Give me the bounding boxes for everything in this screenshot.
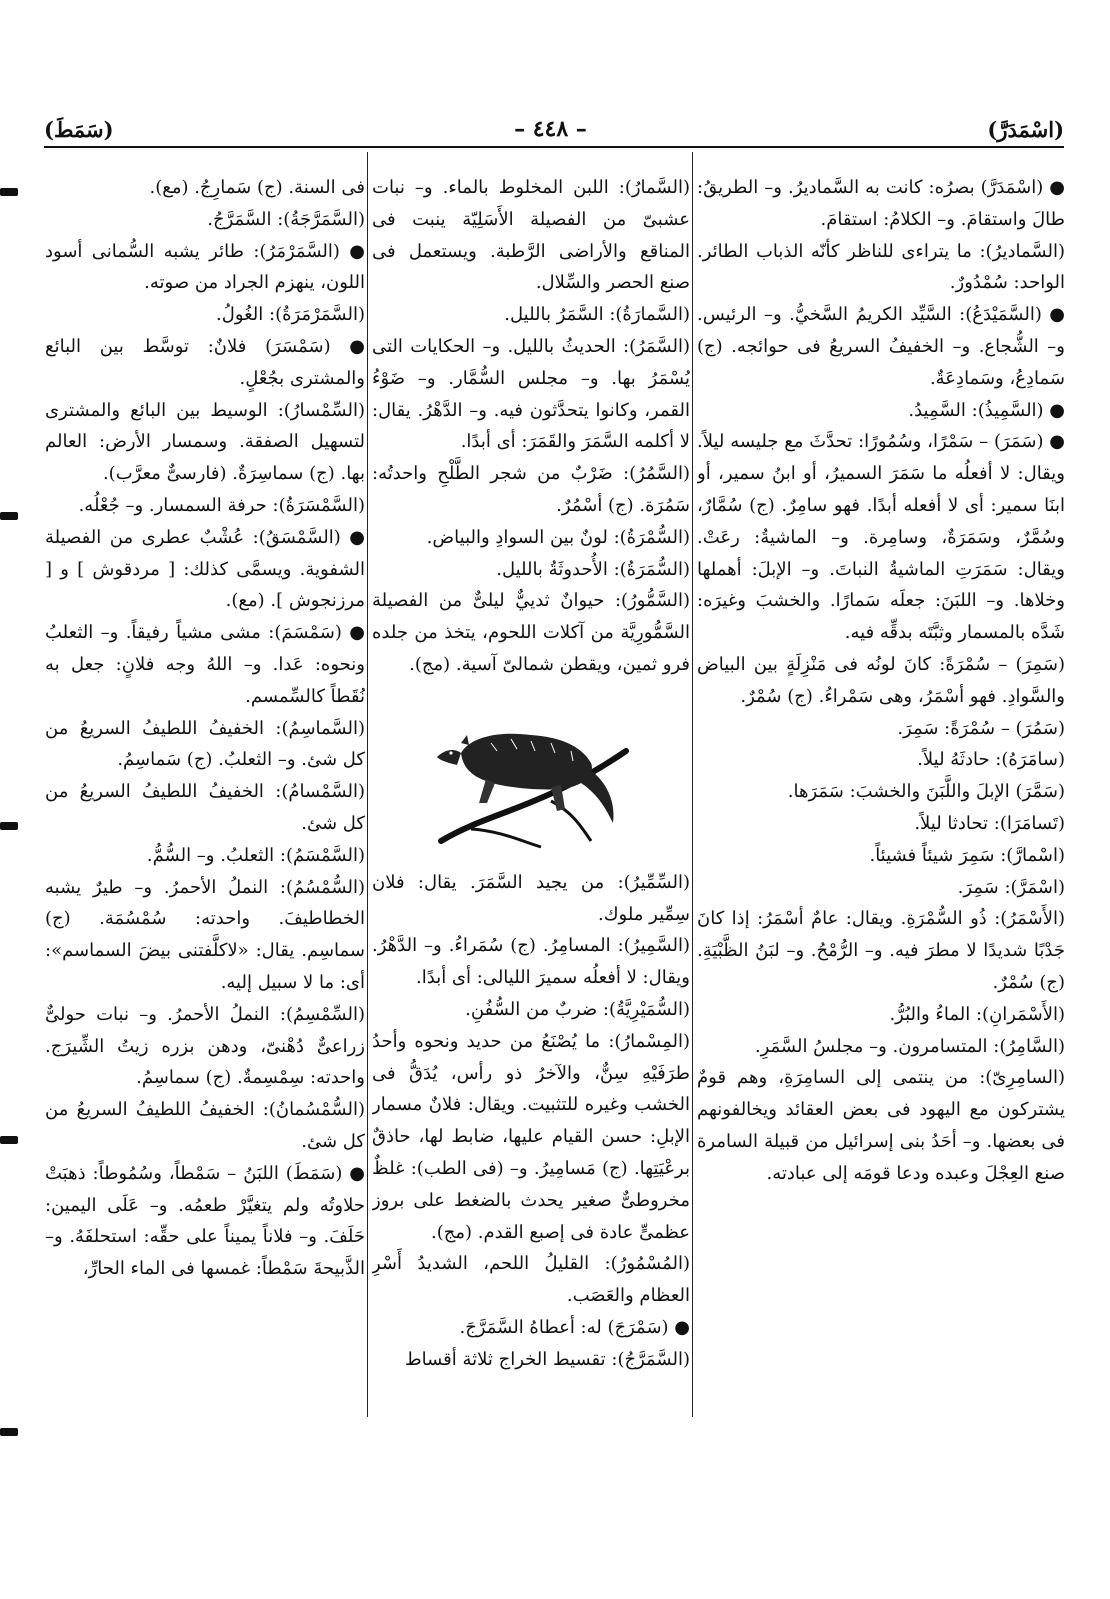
dictionary-entry: (السَّمُرُ): ضَرْبٌ من شجر الطَّلْحِ واحدتُه: سَمُرَة. (ج) أسْمُرٌ. [372,463,690,516]
dictionary-entry: (السَّماسِمُ): الخفيفُ اللطيفُ السريعُ من كل شئ. و– الثعلبُ. (ج) سَماسِمُ. [45,717,365,771]
scan-edge-mark [0,1428,18,1436]
dictionary-entry: (السامِرِىّ): من ينتمى إلى السامِرَةِ، وهم قومٌ يشتركون مع اليهود فى بعض العقائد ويخالفونهم فى بعضها. و– أحَدُ بنى إسرائيل من قبيلة السامرة صنع العِجْلَ وعبده ودعا قومَه إلى عبادته. [697,1067,1065,1184]
scan-edge-mark [0,512,18,520]
scan-edge-mark [0,1136,18,1144]
dictionary-entry: ● (سَمْسَمَ): مشى مشياً رفيقاً. و– الثعلبُ ونحوه: عَدا. و– اللهُ وجه فلانٍ: جعل به نُقَطاً كالسِّمسم. [45,622,365,707]
dictionary-entry: (السَّمارَةُ): السَّمَرُ بالليل. [504,304,690,326]
dictionary-entry: ● (سَمْسَرَ) فلانٌ: توسَّط بين البائع والمشترى بجُعْلٍ. [45,335,365,389]
dictionary-entry: (السَّمَرْمَرَةُ): الغُولُ. [216,304,365,326]
dictionary-entry: (اسْمارَّ): سَمِرَ شيئاً فشيئاً. [869,844,1065,866]
header-right-guide-word: (اسْمَدَرَّ) [987,117,1064,142]
dictionary-entry: (السَّامِرُ): المتسامرون. و– مجلسُ السَّمَرِ. [754,1035,1065,1057]
dictionary-entry: (السَّماديرُ): ما يتراءى للناظر كأنّه الذباب الطائر. الواحد: سُمْدُورٌ. [697,240,1065,294]
dictionary-entry: (السَّمُّورُ): حيوانٌ ثدييٌّ ليلىٌّ من الفصيلة السَّمُّورِيَّة من آكلات اللحوم، يتخذ من جلده فرو ثمين، ويقطن شمالىّ آسية. (مج). [372,590,690,675]
dictionary-entry: (السُّمْسُمُ): النملُ الأحمرُ. و– طيرٌ يشبه الخطاطيفَ. واحدته: سُمْسُمَة. (ج) سماسِم. يقال: «لاكلَّفتنى بيضَ السماسم»: أى: ما لا سبيل إليه. [45,876,365,993]
dictionary-entry: (السَّمَرَّجَةُ): السَّمَرَّجُ. [207,208,365,230]
dictionary-entry: (السُّمْسُمانُ): الخفيفُ اللطيفُ السريعُ من كل شئ. [45,1099,365,1152]
dictionary-entry: (تَسامَرَا): تحادثا ليلاً. [914,812,1065,834]
page-header [44,112,1064,148]
dictionary-entry: (السَّمْسامُ): الخفيفُ اللطيفُ السريعُ من كل شئ. [45,781,365,834]
dictionary-entry: (المُسْمُورُ): القليلُ اللحم، الشديدُ أَسْرِ العظام والعَصَب. [372,1253,690,1307]
dictionary-entry: ● (السَّمَيْدَعُ): السَّيِّد الكريمُ السَّخيُّ. و– الرئيس. و– الشُّجاع. و– الخفيفُ السريعُ فى حوائجه. (ج) سَمادِعُ، وسَمادِعَةٌ. [697,304,1065,389]
column-divider [367,152,368,1417]
dictionary-entry: ● (سَمَرَ) – سَمْرًا، وسُمُورًا: تحدَّثَ مع جليسه ليلاً. ويقال: لا أفعلُه ما سَمَرَ السميرُ، أو ابنُ سمير، أو ابنَا سمير: أى لا أفعله أبدًا. فهو سامِرٌ. (ج) سُمَّارٌ، وسُمَّرٌ، وسَمَرَةٌ، وسامِرة. و– الماشيةُ: رعَتْ. ويقال: سَمَرَتِ الماشيةُ النباتَ. و– الإبلَ: أهملها وخلاها. و– اللبَنَ: جعلَه سَمارًا. والخشبَ وغيرَه: شَدَّه بالمسمار وثبَّتَه بدقِّه فيه. [697,431,1065,644]
header-left-guide-word: (سَمَطَ) [44,117,114,142]
dictionary-entry: (الأَسْمَرُ): ذُو السُّمْرَةِ. ويقال: عامٌ أسْمَرُ: إذا كانَ جَدْبًا شديدًا لا مطرَ فيه. و– الرُّمْحُ. و– لبَنُ الظَّبْيَةِ. (ج) سُمْرٌ. [697,908,1065,993]
dictionary-entry: ● (السَّمْسَقُ): عُشْبٌ عطرى من الفصيلة الشفوية. ويسمَّى كذلك: [ مردقوش ] و [ مرزنجوش ]. (مع). [45,526,365,612]
dictionary-entry: (السِّمْسِمُ): النملُ الأحمرُ. و– نبات حولىٌّ زراعىٌّ دُهْنىّ، ودهن بزره زيتُ الشِّيرَج. واحدته: سِمْسِمةٌ. (ج) سماسِمُ. [45,1003,365,1089]
dictionary-entry: فى السنة. (ج) سَمارِجُ. (مع). [149,177,365,198]
dictionary-entry: (سَمِرَ) – سُمْرَةً: كانَ لونُه فى مَنْزِلَةٍ بين البياض والسَّوادِ. فهو أسْمَرُ، وهى سَمْراءُ. (ج) سُمْرٌ. [697,653,1065,707]
dictionary-entry: (سَمَّرَ) الإبلَ واللَّبَنَ والخشبَ: سَمَرَها. [787,781,1065,803]
dictionary-entry: (السُّمْرَةُ): لونٌ بين السوادِ والبياض. [426,526,690,548]
dictionary-entry: (السُّمَيْرِيَّةُ): ضربٌ من السُّفُنِ. [465,998,690,1020]
column-divider [692,152,693,1417]
dictionary-entry: (السَّمَرَّجُ): تقسيط الخراج ثلاثة أقساط [404,1348,690,1370]
sable-illustration [431,691,631,851]
scan-edge-mark [0,822,18,830]
dictionary-entry: (الأَسْمَرانِ): الماءُ والبُرُّ. [889,1003,1065,1025]
dictionary-entry: (السِّمِّيرُ): من يجيد السَّمَرَ. يقال: فلان سِمِّير ملوك. [372,871,690,925]
dictionary-entry: ● (اسْمَدَرَّ) بصرُه: كانت به السَّماديرُ. و– الطريقُ: طالَ واستقامَ. و– الكلامُ: استقامَ. [697,177,1065,230]
dictionary-entry: ● (السَّمَرْمَرُ): طائر يشبه السُّمانى أسود اللون، ينهزم الجراد من صوته. [45,240,365,294]
scan-edge-mark [0,188,18,196]
dictionary-entry: (سامَرَهُ): حادثَهُ ليلاً. [917,749,1065,771]
column-middle [372,172,690,1467]
dictionary-entry: ● (سَمْرَجَ) له: أعطاهُ السَّمَرَّجَ. [459,1316,690,1338]
dictionary-entry: (سَمُرَ) – سُمْرَةً: سَمِرَ. [897,717,1065,739]
dictionary-entry: (السَّمْسَمُ): الثعلبُ. و– السُّمُّ. [146,844,365,866]
dictionary-entry: (المِسْمارُ): ما يُصْنَعُ من حديد ونحوه وأحدُ طرَفَيْهِ سِنٌّ، والآخرُ ذو رأس، يُدَقُّ فى الخشب وغيره للتثبيت. ويقال: فلانٌ مسمار الإبلِ: حسن القيام عليها، ضابط لها، حاذقٌ برعْيَتِها. (ج) مَسامِيرُ. و– (فى الطب): غلظٌ مخروطىٌّ صغير يحدث بالضغط على بروز عظمىٍّ عادة فى إصبع القدم. (مج). [372,1030,690,1243]
dictionary-entry: ● (سَمَطَ) اللبَنُ – سَمْطاً، وسُمُوطاً: ذهبَتْ حلاوتُه ولم يتغيَّرْ طعمُه. و– عَلَى اليمين: حَلَفَ. و– فلاناً يميناً على حقِّه: استحلفَهُ. و– الذَّبيحةَ سَمْطاً: غمسها فى الماء الحارِّ، [45,1162,365,1280]
column-left [45,172,365,1467]
page-number: – ٤٤٨ – [514,116,587,142]
dictionary-entry: (السُّمَرَةُ): الأُحدوثَةُ بالليل. [496,558,690,580]
dictionary-entry: ● (السَّمِيذُ): السَّمِيدُ. [908,399,1065,421]
dictionary-entry: (اسْمَرَّ): سَمِرَ. [957,876,1065,898]
dictionary-entry: (السَّمارُ): اللبن المخلوط بالماء. و– نبات عشبىّ من الفصيلة الأَسَلِيّة ينبت فى المناقع والأراضى الرَّطبة. ويستعمل فى صنع الحصر والسِّلال. [372,177,690,294]
dictionary-entry: (السَّمْسَرَةُ): حرفة السمسار. و– جُعْلُه. [78,494,365,516]
dictionary-entry: (السَّمَرُ): الحديثُ بالليل. و– الحكايات التى يُسْمَرُ بها. و– مجلس السُّمَّار. و– ضَوْءُ القمر، وكانوا يتحدَّثون فيه. و– الدَّهْرُ. يقال: لا أكلمه السَّمَرَ والقَمَرَ: أى أبدًا. [372,335,690,453]
column-right [697,172,1065,1467]
dictionary-entry: (السِّمْسارُ): الوسيط بين البائع والمشترى لتسهيل الصفقة. وسمسار الأرض: العالم بها. (ج) سماسِرَةٌ. (فارسىٌّ معرَّب). [45,399,365,485]
dictionary-entry: (السَّمِيرُ): المسامِرُ. (ج) سُمَراءُ. و– الدَّهْرُ. ويقال: لا أفعلُه سميرَ الليالى: أى أبدًا. [372,935,690,989]
